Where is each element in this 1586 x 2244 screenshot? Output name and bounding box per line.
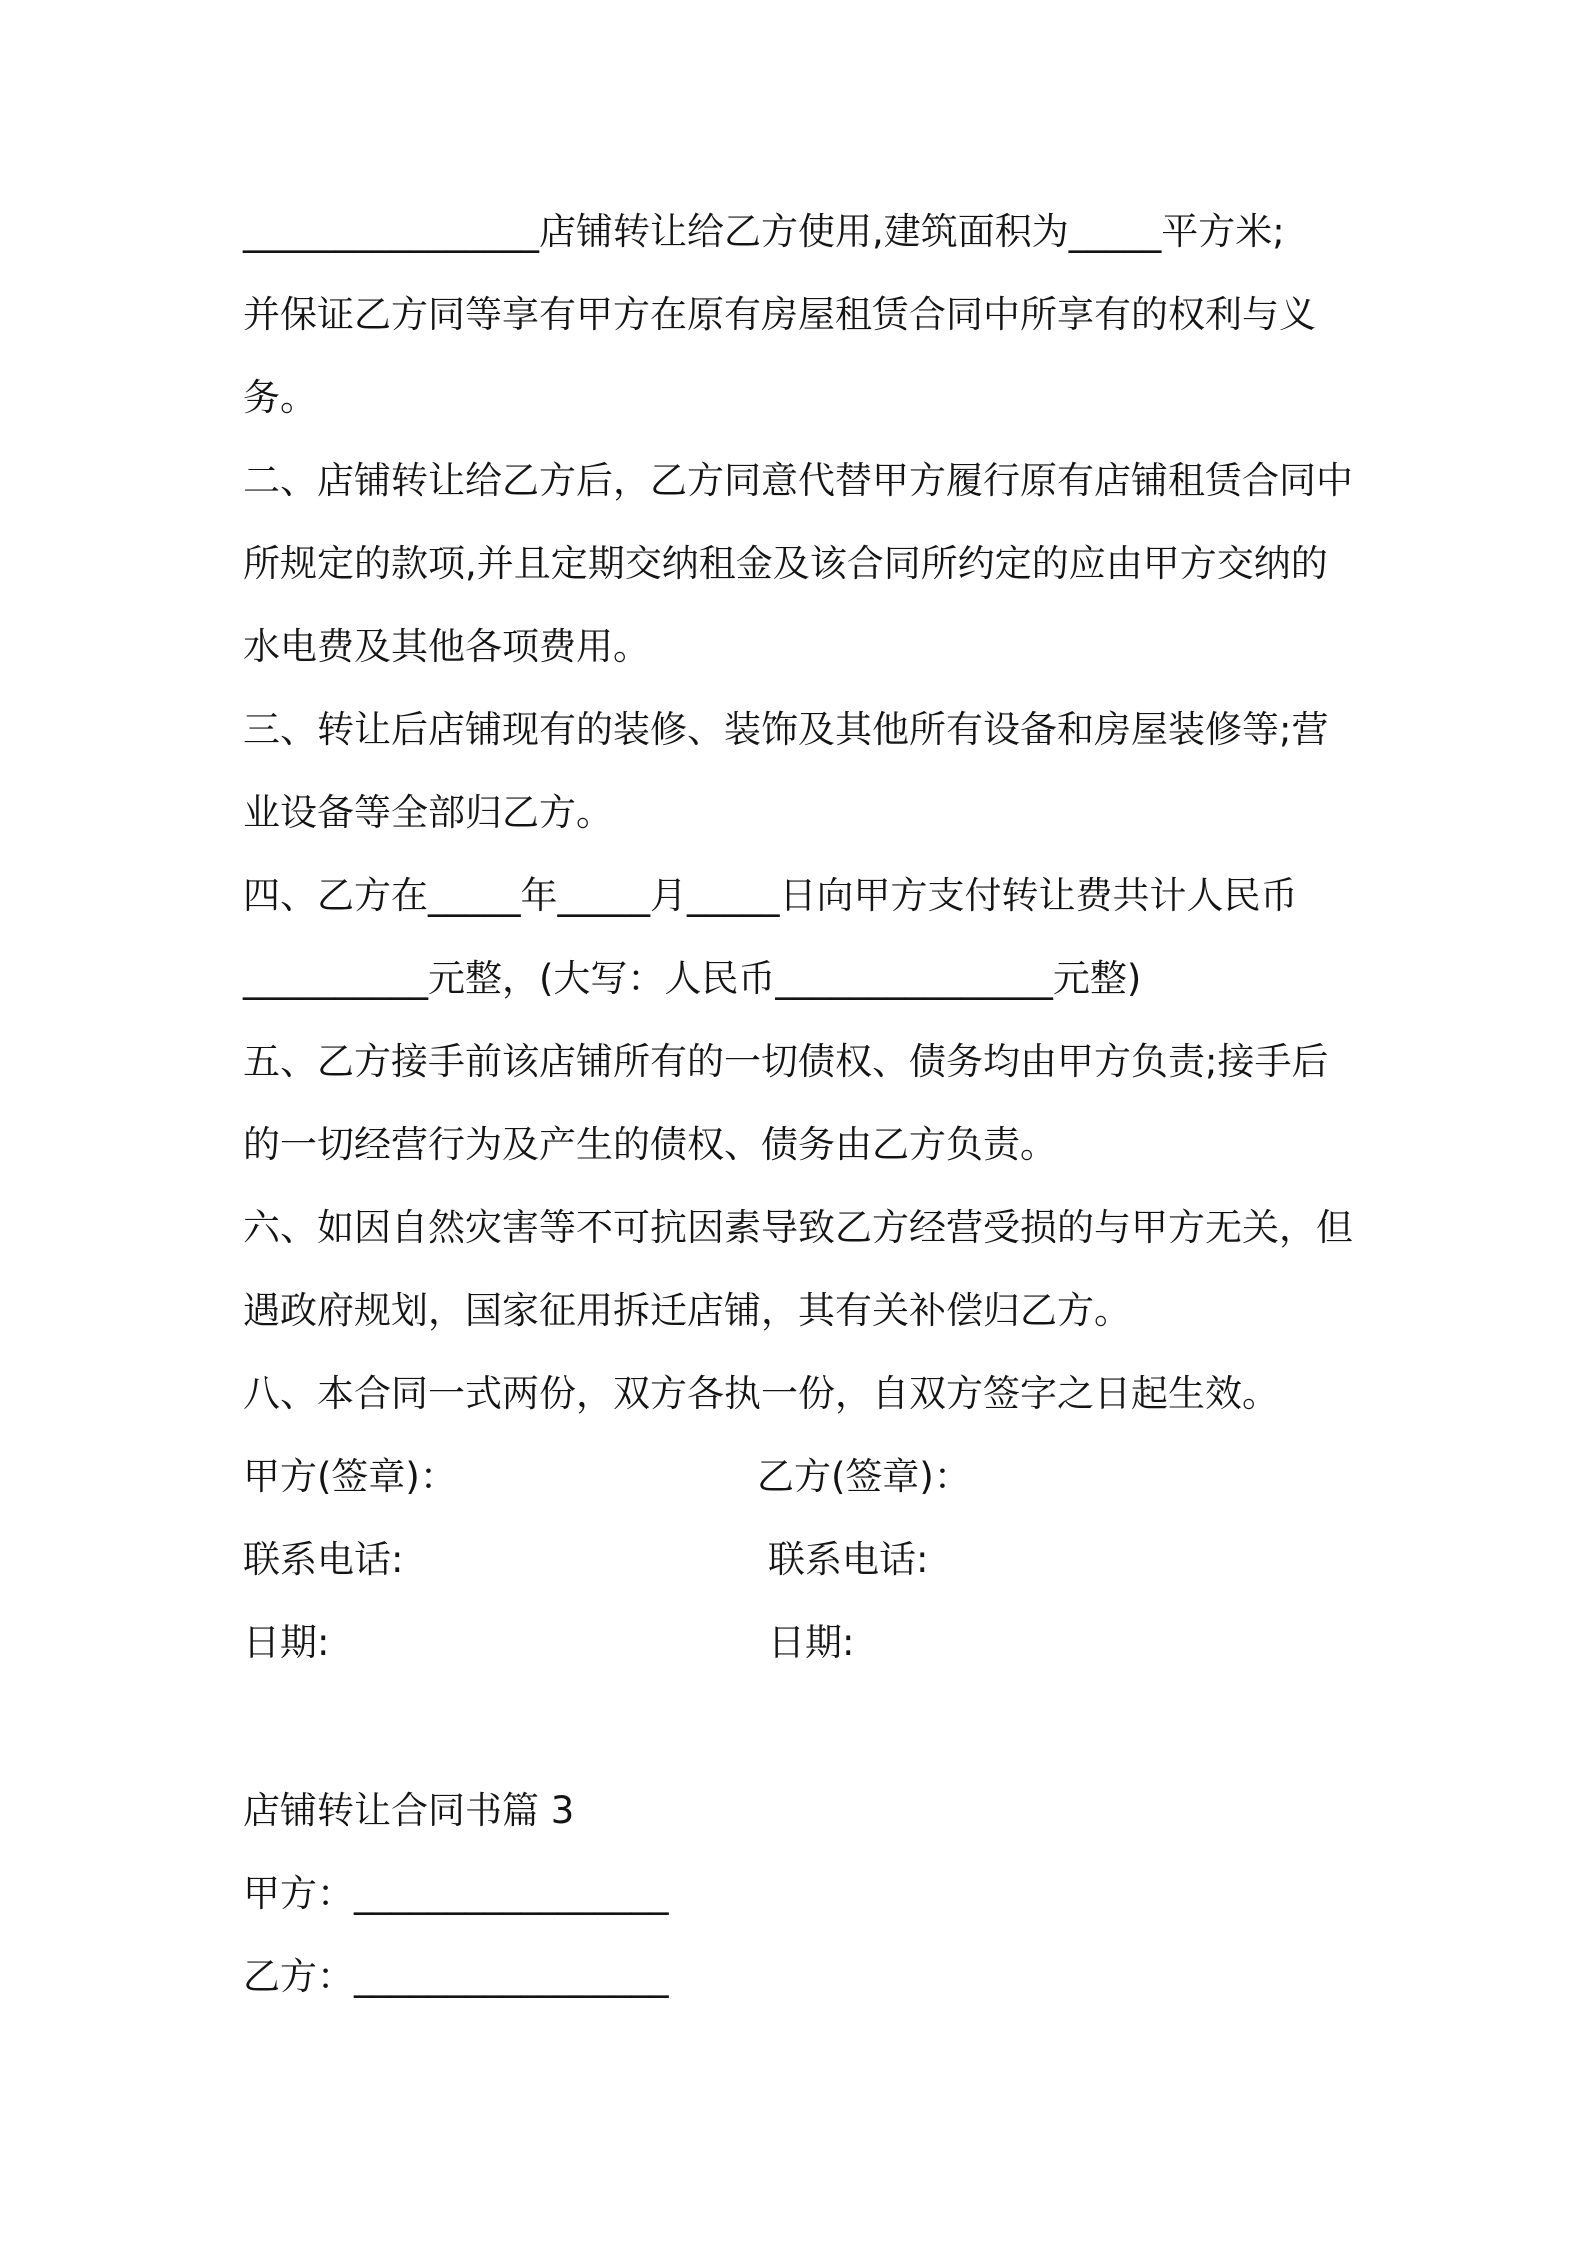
clause-five-line-1: 五、乙方接手前该店铺所有的一切债权、债务均由甲方负责;接手后: [243, 1040, 1329, 1083]
party-b-phone-label: 联系电话:: [768, 1538, 929, 1581]
section-title: 店铺转让合同书篇 3: [243, 1789, 575, 1832]
clause-line-2: 并保证乙方同等享有甲方在原有房屋租赁合同中所享有的权利与义: [243, 293, 1316, 336]
party-a-seal-label: 甲方(签章)：: [243, 1455, 457, 1498]
party-b-date-label: 日期:: [768, 1621, 855, 1664]
clause-six-line-1: 六、如因自然灾害等不可抗因素导致乙方经营受损的与甲方无关，但: [243, 1206, 1353, 1249]
clause-six-line-2: 遇政府规划，国家征用拆迁店铺，其有关补偿归乙方。: [243, 1289, 1131, 1332]
clause-line-1: ________________店铺转让给乙方使用,建筑面积为_____平方米;: [243, 210, 1285, 253]
clause-five-line-2: 的一切经营行为及产生的债权、债务由乙方负责。: [243, 1123, 1057, 1166]
clause-two-line-2: 所规定的款项,并且定期交纳租金及该合同所约定的应由甲方交纳的: [243, 542, 1328, 585]
clause-four-line-1: 四、乙方在_____年_____月_____日向甲方支付转让费共计人民币: [243, 874, 1298, 917]
clause-three-line-1: 三、转让后店铺现有的装修、装饰及其他所有设备和房屋装修等;营: [243, 708, 1329, 751]
party-b-line: 乙方：_________________: [243, 1955, 669, 1998]
party-a-phone-label: 联系电话:: [243, 1538, 404, 1581]
clause-two-line-1: 二、店铺转让给乙方后，乙方同意代替甲方履行原有店铺租赁合同中: [243, 459, 1353, 502]
clause-four-line-2: __________元整，(大写：人民币_______________元整): [243, 957, 1142, 1000]
clause-eight-line: 八、本合同一式两份，双方各执一份，自双方签字之日起生效。: [243, 1372, 1279, 1415]
clause-two-line-3: 水电费及其他各项费用。: [243, 625, 650, 668]
clause-line-3: 务。: [243, 376, 317, 419]
party-a-line: 甲方：_________________: [243, 1872, 669, 1915]
party-b-seal-label: 乙方(签章)：: [757, 1455, 971, 1498]
party-a-date-label: 日期:: [243, 1621, 330, 1664]
clause-three-line-2: 业设备等全部归乙方。: [243, 791, 613, 834]
